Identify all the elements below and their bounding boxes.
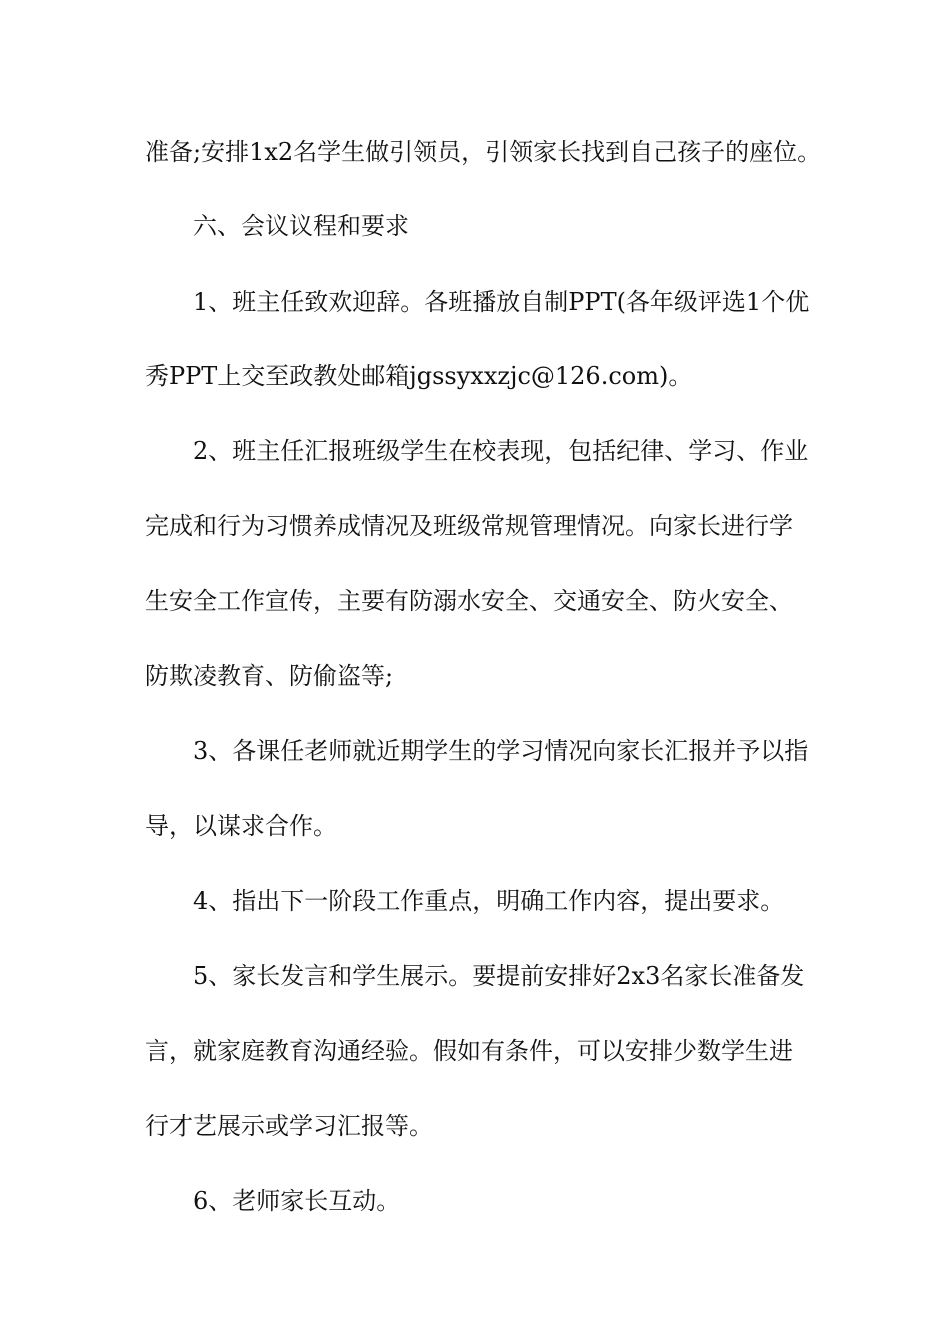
paragraph-line: 3、各课任老师就近期学生的学习情况向家长汇报并予以指: [193, 737, 809, 765]
paragraph-line: 防欺凌教育、防偷盗等;: [145, 662, 394, 690]
paragraph-line: 5、家长发言和学生展示。要提前安排好2x3名家长准备发: [193, 962, 805, 990]
paragraph-line: 生安全工作宣传，主要有防溺水安全、交通安全、防火安全、: [145, 587, 793, 615]
paragraph-line: 2、班主任汇报班级学生在校表现，包括纪律、学习、作业: [193, 437, 809, 465]
paragraph-line: 1、班主任致欢迎辞。各班播放自制PPT(各年级评选1个优: [193, 288, 810, 316]
paragraph-line: 秀PPT上交至政教处邮箱jgssyxxzjc@126.com)。: [145, 362, 693, 390]
paragraph-line: 完成和行为习惯养成情况及班级常规管理情况。向家长进行学: [145, 512, 793, 540]
paragraph-line: 4、指出下一阶段工作重点，明确工作内容，提出要求。: [193, 887, 785, 915]
paragraph-line: 6、老师家长互动。: [193, 1187, 401, 1215]
paragraph-line: 言，就家庭教育沟通经验。假如有条件，可以安排少数学生进: [145, 1037, 793, 1065]
paragraph-line: 导，以谋求合作。: [145, 812, 337, 840]
paragraph-line: 准备;安排1x2名学生做引领员，引领家长找到自己孩子的座位。: [145, 138, 822, 166]
paragraph-line: 行才艺展示或学习汇报等。: [145, 1112, 433, 1140]
section-heading: 六、会议议程和要求: [193, 212, 409, 240]
